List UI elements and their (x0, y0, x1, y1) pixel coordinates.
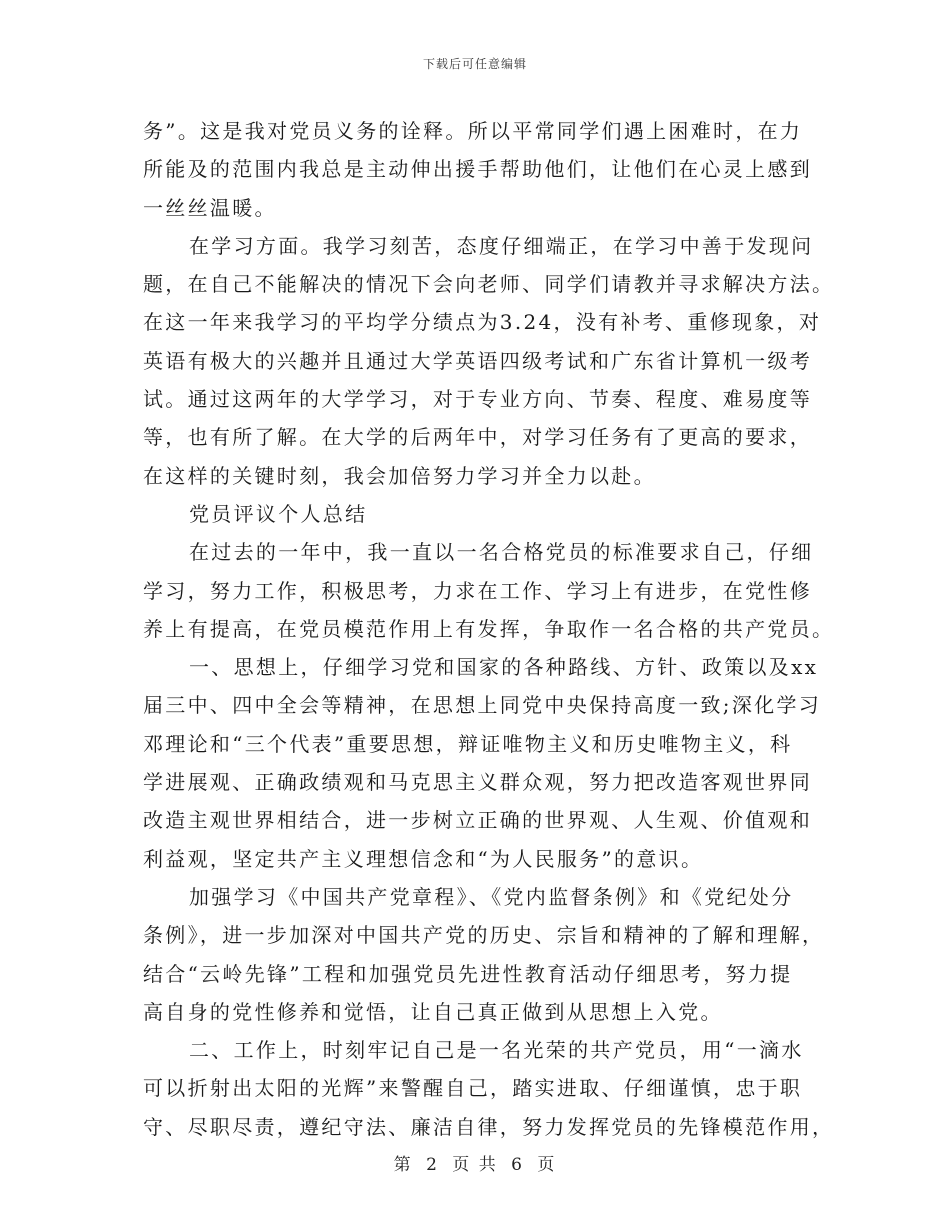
text-line-23: 结合“云岭先锋”工程和加强党员先进性教育活动仔细思考，努力提 (143, 961, 793, 986)
text-line-8: 试。通过这两年的大学学习，对于专业方向、节奏、程度、难易度等 (143, 387, 812, 412)
page-footer (0, 1150, 950, 1175)
text-line-17: 邓理论和“三个代表”重要思想，辩证唯物主义和历史唯物主义，科 (143, 731, 793, 756)
section-heading: 党员评议个人总结 (189, 501, 368, 526)
text-line-9: 等，也有所了解。在大学的后两年中，对学习任务有了更高的要求， (143, 425, 812, 450)
text-line-2: 所能及的范围内我总是主动伸出援手帮助他们，让他们在心灵上感到 (143, 157, 812, 182)
text-line-3: 一丝丝温暖。 (143, 195, 277, 220)
text-line-6: 在这一年来我学习的平均学分绩点为3.24，没有补考、重修现象，对 (143, 310, 822, 335)
text-line-20: 利益观，坚定共产主义理想信念和“为人民服务”的意识。 (143, 846, 704, 871)
text-line-18: 学进展观、正确政绩观和马克思主义群众观，努力把改造客观世界同 (143, 770, 812, 795)
text-line-19: 改造主观世界相结合，进一步树立正确的世界观、人生观、价值观和 (143, 808, 812, 833)
text-line-12: 在过去的一年中，我一直以一名合格党员的标准要求自己，仔细 (189, 540, 814, 565)
text-line-15: 一、思想上，仔细学习党和国家的各种路线、方针、政策以及xx (189, 655, 819, 680)
text-line-4: 在学习方面。我学习刻苦，态度仔细端正，在学习中善于发现问 (189, 233, 814, 258)
page-header (0, 55, 950, 72)
text-line-24: 高自身的党性修养和觉悟，让自己真正做到从思想上入党。 (143, 999, 723, 1024)
text-line-13: 学习，努力工作，积极思考，力求在工作、学习上有进步，在党性修 (143, 578, 812, 603)
text-line-14: 养上有提高，在党员模范作用上有发挥，争取作一名合格的共产党员。 (143, 616, 835, 641)
text-line-27: 守、尽职尽责，遵纪守法、廉洁自律，努力发挥党员的先锋模范作用， (143, 1114, 835, 1139)
text-line-26: 可以折射出太阳的光辉”来警醒自己，踏实进取、仔细谨慎，忠于职 (143, 1076, 803, 1101)
document-body (143, 112, 835, 1146)
text-line-7: 英语有极大的兴趣并且通过大学英语四级考试和广东省计算机一级考 (143, 348, 812, 373)
current-page-number: 2 (426, 1155, 439, 1175)
page-number-suffix: 页 (537, 1155, 557, 1175)
page-number-middle: 页 共 (452, 1155, 498, 1175)
text-line-1: 务”。这是我对党员义务的诠释。所以平常同学们遇上困难时，在力 (143, 119, 803, 143)
header-note: 下载后可任意编辑 (422, 57, 527, 71)
text-line-25: 二、工作上，时刻牢记自己是一名光荣的共产党员，用“一滴水 (189, 1038, 804, 1063)
text-line-22: 条例》，进一步加深对中国共产党的历史、宗旨和精神的了解和理解， (143, 923, 825, 948)
text-line-10: 在这样的关键时刻，我会加倍努力学习并全力以赴。 (143, 463, 656, 488)
page-number-prefix: 第 (393, 1155, 413, 1175)
total-pages-number: 6 (511, 1155, 524, 1175)
text-line-16: 届三中、四中全会等精神，在思想上同党中央保持高度一致;深化学习 (143, 693, 822, 718)
text-line-21: 加强学习《中国共产党章程》、《党内监督条例》和《党纪处分 (189, 884, 794, 909)
text-line-5: 题，在自己不能解决的情况下会向老师、同学们请教并寻求解决方法。 (143, 272, 835, 297)
